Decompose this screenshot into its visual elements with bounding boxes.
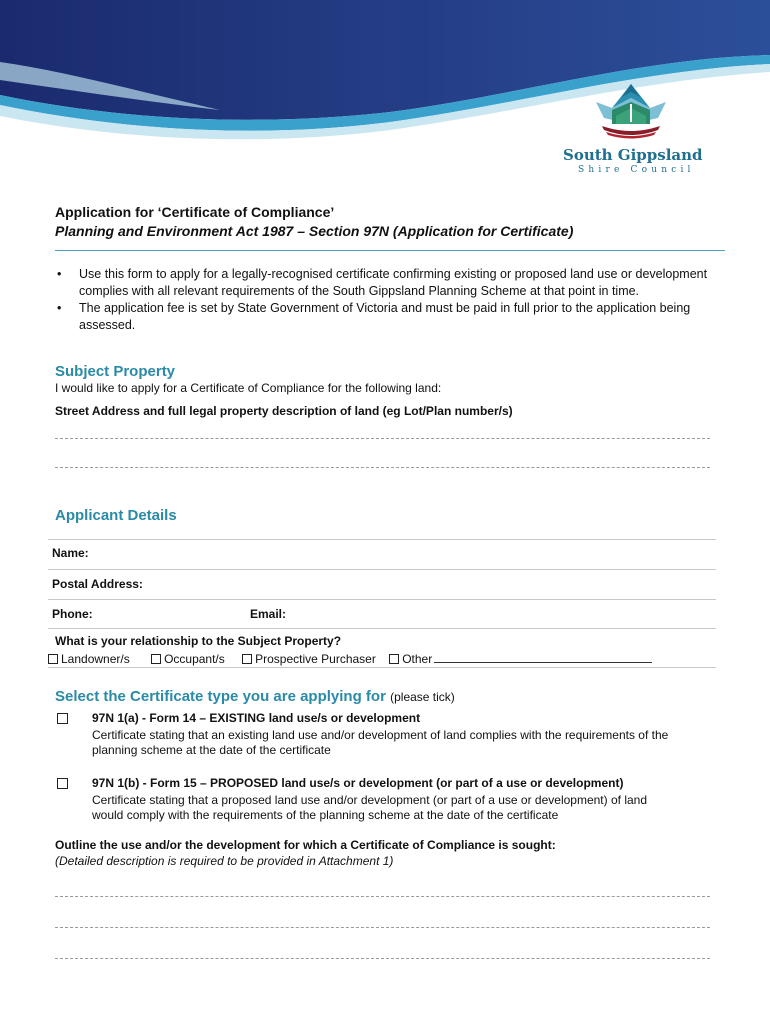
- council-logo-icon: [592, 80, 670, 142]
- certificate-proposed-desc-line1: Certificate stating that a proposed land use and/or development (or part of a use or development) of land: [92, 793, 647, 807]
- name-field-top-line: [48, 539, 716, 540]
- certificate-existing-desc-line2: planning scheme at the date of the certificate: [92, 743, 331, 757]
- title-divider: [55, 250, 725, 251]
- option-landowner[interactable]: Landowner/s: [48, 652, 130, 666]
- name-field[interactable]: [48, 569, 716, 570]
- form-title: Application for ‘Certificate of Compliance’: [55, 204, 335, 220]
- other-input-line[interactable]: [434, 662, 652, 663]
- outline-field-line-2[interactable]: [55, 927, 710, 928]
- subject-property-heading: Subject Property: [55, 363, 176, 380]
- outline-note: (Detailed description is required to be provided in Attachment 1): [55, 854, 394, 868]
- certificate-existing-title: 97N 1(a) - Form 14 – EXISTING land use/s or development: [92, 711, 421, 725]
- outline-label: Outline the use and/or the development for which a Certificate of Compliance is sought:: [55, 838, 556, 852]
- certificate-proposed-desc-line2: would comply with the requirements of the planning scheme at the date of the certificate: [92, 808, 559, 822]
- relationship-bottom-line: [48, 667, 716, 668]
- relationship-question: What is your relationship to the Subject Property?: [55, 634, 342, 648]
- phone-label: Phone:: [52, 607, 93, 621]
- option-prospective-purchaser[interactable]: Prospective Purchaser: [242, 652, 376, 666]
- intro-bullet-list: [55, 266, 720, 334]
- form-subtitle: Planning and Environment Act 1987 – Section 97N (Application for Certificate): [55, 223, 574, 239]
- checkbox-icon[interactable]: [389, 654, 399, 664]
- certificate-type-note: (please tick): [390, 690, 455, 704]
- checkbox-existing[interactable]: [57, 713, 68, 724]
- applicant-details-heading: Applicant Details: [55, 507, 177, 524]
- name-label: Name:: [52, 546, 89, 560]
- outline-field-line-1[interactable]: [55, 896, 710, 897]
- option-occupant[interactable]: Occupant/s: [151, 652, 225, 666]
- postal-address-field[interactable]: [48, 599, 716, 600]
- address-field-line-1[interactable]: [55, 438, 710, 439]
- checkbox-icon[interactable]: [242, 654, 252, 664]
- checkbox-proposed[interactable]: [57, 778, 68, 789]
- council-subtitle: Shire Council: [578, 165, 695, 175]
- council-name: South Gippsland: [563, 146, 703, 164]
- list-item: • The application fee is set by State Government of Victoria and must be paid in full prior to the application being assessed.: [57, 301, 691, 332]
- email-label: Email:: [250, 607, 287, 621]
- outline-field-line-3[interactable]: [55, 958, 710, 959]
- option-other[interactable]: Other: [389, 652, 652, 666]
- checkbox-icon[interactable]: [151, 654, 161, 664]
- checkbox-icon[interactable]: [48, 654, 58, 664]
- postal-address-label: Postal Address:: [52, 577, 143, 591]
- subject-property-intro: I would like to apply for a Certificate of Compliance for the following land:: [55, 381, 442, 395]
- certificate-existing-desc-line1: Certificate stating that an existing land use and/or development of land complies with the requirements of the: [92, 728, 669, 742]
- certificate-type-heading: Select the Certificate type you are applying for (please tick): [55, 688, 455, 705]
- phone-email-field[interactable]: [48, 628, 716, 629]
- relationship-options: [48, 652, 718, 666]
- address-label: Street Address and full legal property description of land (eg Lot/Plan number/s): [55, 404, 513, 418]
- address-field-line-2[interactable]: [55, 467, 710, 468]
- list-item: • Use this form to apply for a legally-recognised certificate confirming existing or proposed land use or development complies with all relevant requirements of the South Gippsland Planning Scheme at that point in time.: [57, 267, 708, 298]
- certificate-proposed-title: 97N 1(b) - Form 15 – PROPOSED land use/s or development (or part of a use or development): [92, 776, 624, 790]
